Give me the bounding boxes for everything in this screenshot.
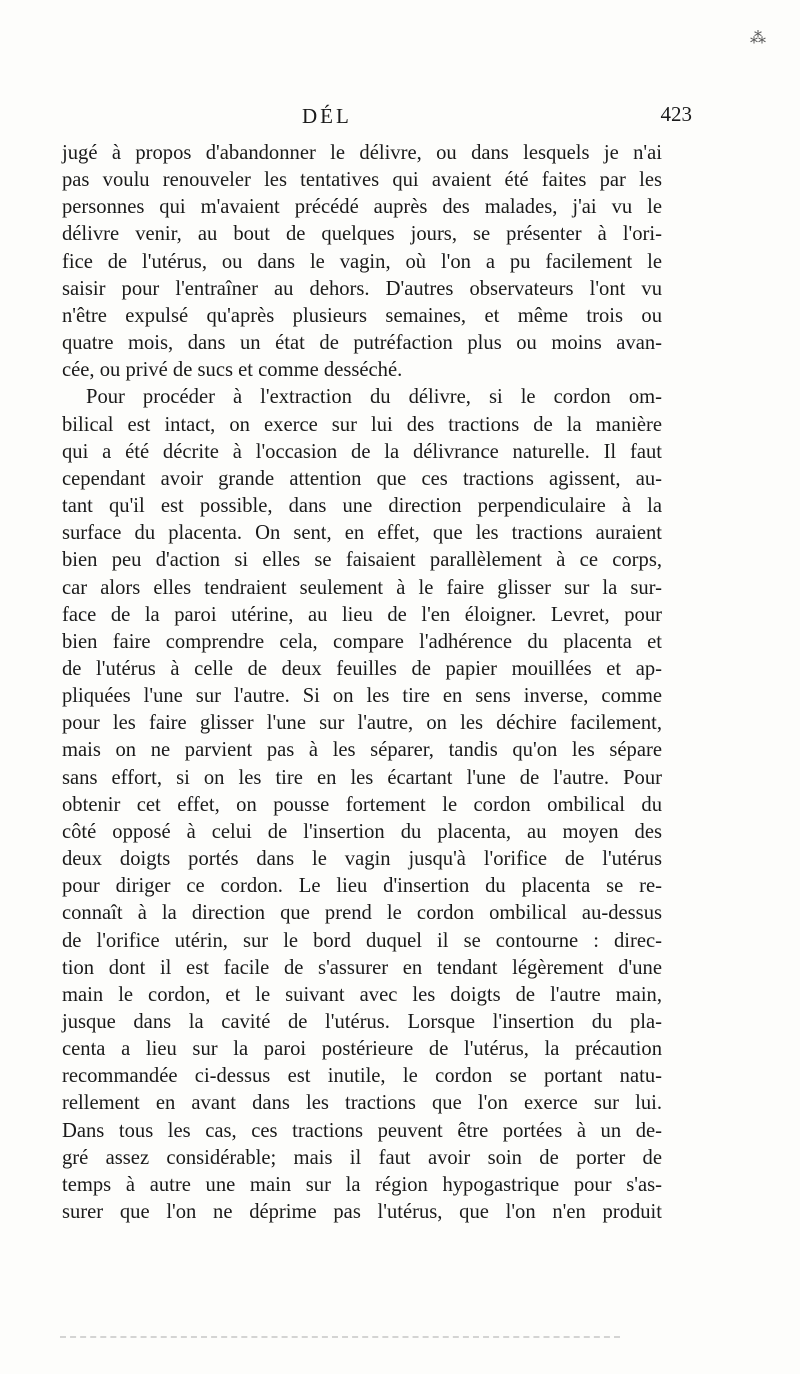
text-line: cependant avoir grande attention que ces tractions agissent, au- xyxy=(62,467,662,490)
running-title: DÉL xyxy=(302,104,352,128)
text-line: main le cordon, et le suivant avec les doigts de l'autre main, xyxy=(62,983,662,1006)
text-line: obtenir cet effet, on pousse fortement le cordon ombilical du xyxy=(62,793,662,816)
bleed-through-rule xyxy=(60,1336,620,1338)
text-line: bien faire comprendre cela, compare l'adhérence du placenta et xyxy=(62,630,662,653)
text-line: saisir pour l'entraîner au dehors. D'autres observateurs l'ont vu xyxy=(62,277,662,300)
paragraph-2 xyxy=(62,384,662,1226)
text-line: gré assez considérable; mais il faut avoir soin de porter de xyxy=(62,1146,662,1169)
page-number: 423 xyxy=(660,102,692,126)
text-line: pour diriger ce cordon. Le lieu d'insertion du placenta se re- xyxy=(62,875,662,898)
text-line: surer que l'on ne déprime pas l'utérus, que l'on n'en produit xyxy=(62,1201,662,1224)
text-line: centa a lieu sur la paroi postérieure de l'utérus, la précaution xyxy=(62,1038,662,1061)
text-line: personnes qui m'avaient précédé auprès des malades, j'ai vu le xyxy=(62,196,662,219)
text-line: pliquées l'une sur l'autre. Si on les tire en sens inverse, comme xyxy=(62,685,662,708)
text-line: rellement en avant dans les tractions que l'on exerce sur lui. xyxy=(62,1092,662,1115)
text-line: Pour procéder à l'extraction du délivre, si le cordon om- xyxy=(86,386,662,409)
text-line: temps à autre une main sur la région hypogastrique pour s'as- xyxy=(62,1173,662,1196)
text-line: bilical est intact, on exerce sur lui des tractions de la manière xyxy=(62,413,662,436)
text-line: tion dont il est facile de s'assurer en tendant légèrement d'une xyxy=(62,956,662,979)
text-line: quatre mois, dans un état de putréfaction plus ou moins avan- xyxy=(62,332,662,355)
text-line: Dans tous les cas, ces tractions peuvent être portées à un de- xyxy=(62,1119,662,1142)
text-line: fice de l'utérus, ou dans le vagin, où l'on a pu facilement le xyxy=(62,250,662,273)
text-line: de l'utérus à celle de deux feuilles de papier mouillées et ap- xyxy=(62,657,662,680)
corner-mark: ⁂ xyxy=(750,28,766,47)
text-line: surface du placenta. On sent, en effet, que les tractions auraient xyxy=(62,522,662,545)
text-line: délivre venir, au bout de quelques jours, se présenter à l'ori- xyxy=(62,223,662,246)
text-line: pour les faire glisser l'une sur l'autre, on les déchire facilement, xyxy=(62,712,662,735)
text-line: n'être expulsé qu'après plusieurs semaines, et même trois ou xyxy=(62,304,662,327)
text-line: connaît à la direction que prend le cordon ombilical au-dessus xyxy=(62,902,662,925)
text-line: mais on ne parvient pas à les séparer, tandis qu'on les sépare xyxy=(62,739,662,762)
running-head xyxy=(62,102,692,134)
text-line: qui a été décrite à l'occasion de la délivrance naturelle. Il faut xyxy=(62,440,662,463)
text-line: jugé à propos d'abandonner le délivre, ou dans lesquels je n'ai xyxy=(62,142,662,164)
text-line: côté opposé à celui de l'insertion du placenta, au moyen des xyxy=(62,820,662,843)
text-line: sans effort, si on les tire en les écartant l'une de l'autre. Pour xyxy=(62,766,662,789)
text-line: car alors elles tendraient seulement à le faire glisser sur la sur- xyxy=(62,576,662,599)
text-line: recommandée ci-dessus est inutile, le cordon se portant natu- xyxy=(62,1065,662,1088)
text-line: cée, ou privé de sucs et comme desséché. xyxy=(62,359,403,382)
body-text xyxy=(62,140,662,1226)
text-line: deux doigts portés dans le vagin jusqu'à l'orifice de l'utérus xyxy=(62,848,662,871)
paragraph-1 xyxy=(62,140,662,384)
text-line: pas voulu renouveler les tentatives qui avaient été faites par les xyxy=(62,169,662,192)
text-line: jusque dans la cavité de l'utérus. Lorsque l'insertion du pla- xyxy=(62,1011,662,1033)
text-line: face de la paroi utérine, au lieu de l'en éloigner. Levret, pour xyxy=(62,603,662,626)
text-line: de l'orifice utérin, sur le bord duquel il se contourne : direc- xyxy=(62,929,662,952)
text-line: bien peu d'action si elles se faisaient parallèlement à ce corps, xyxy=(62,549,662,572)
text-line: tant qu'il est possible, dans une direction perpendiculaire à la xyxy=(62,495,662,518)
